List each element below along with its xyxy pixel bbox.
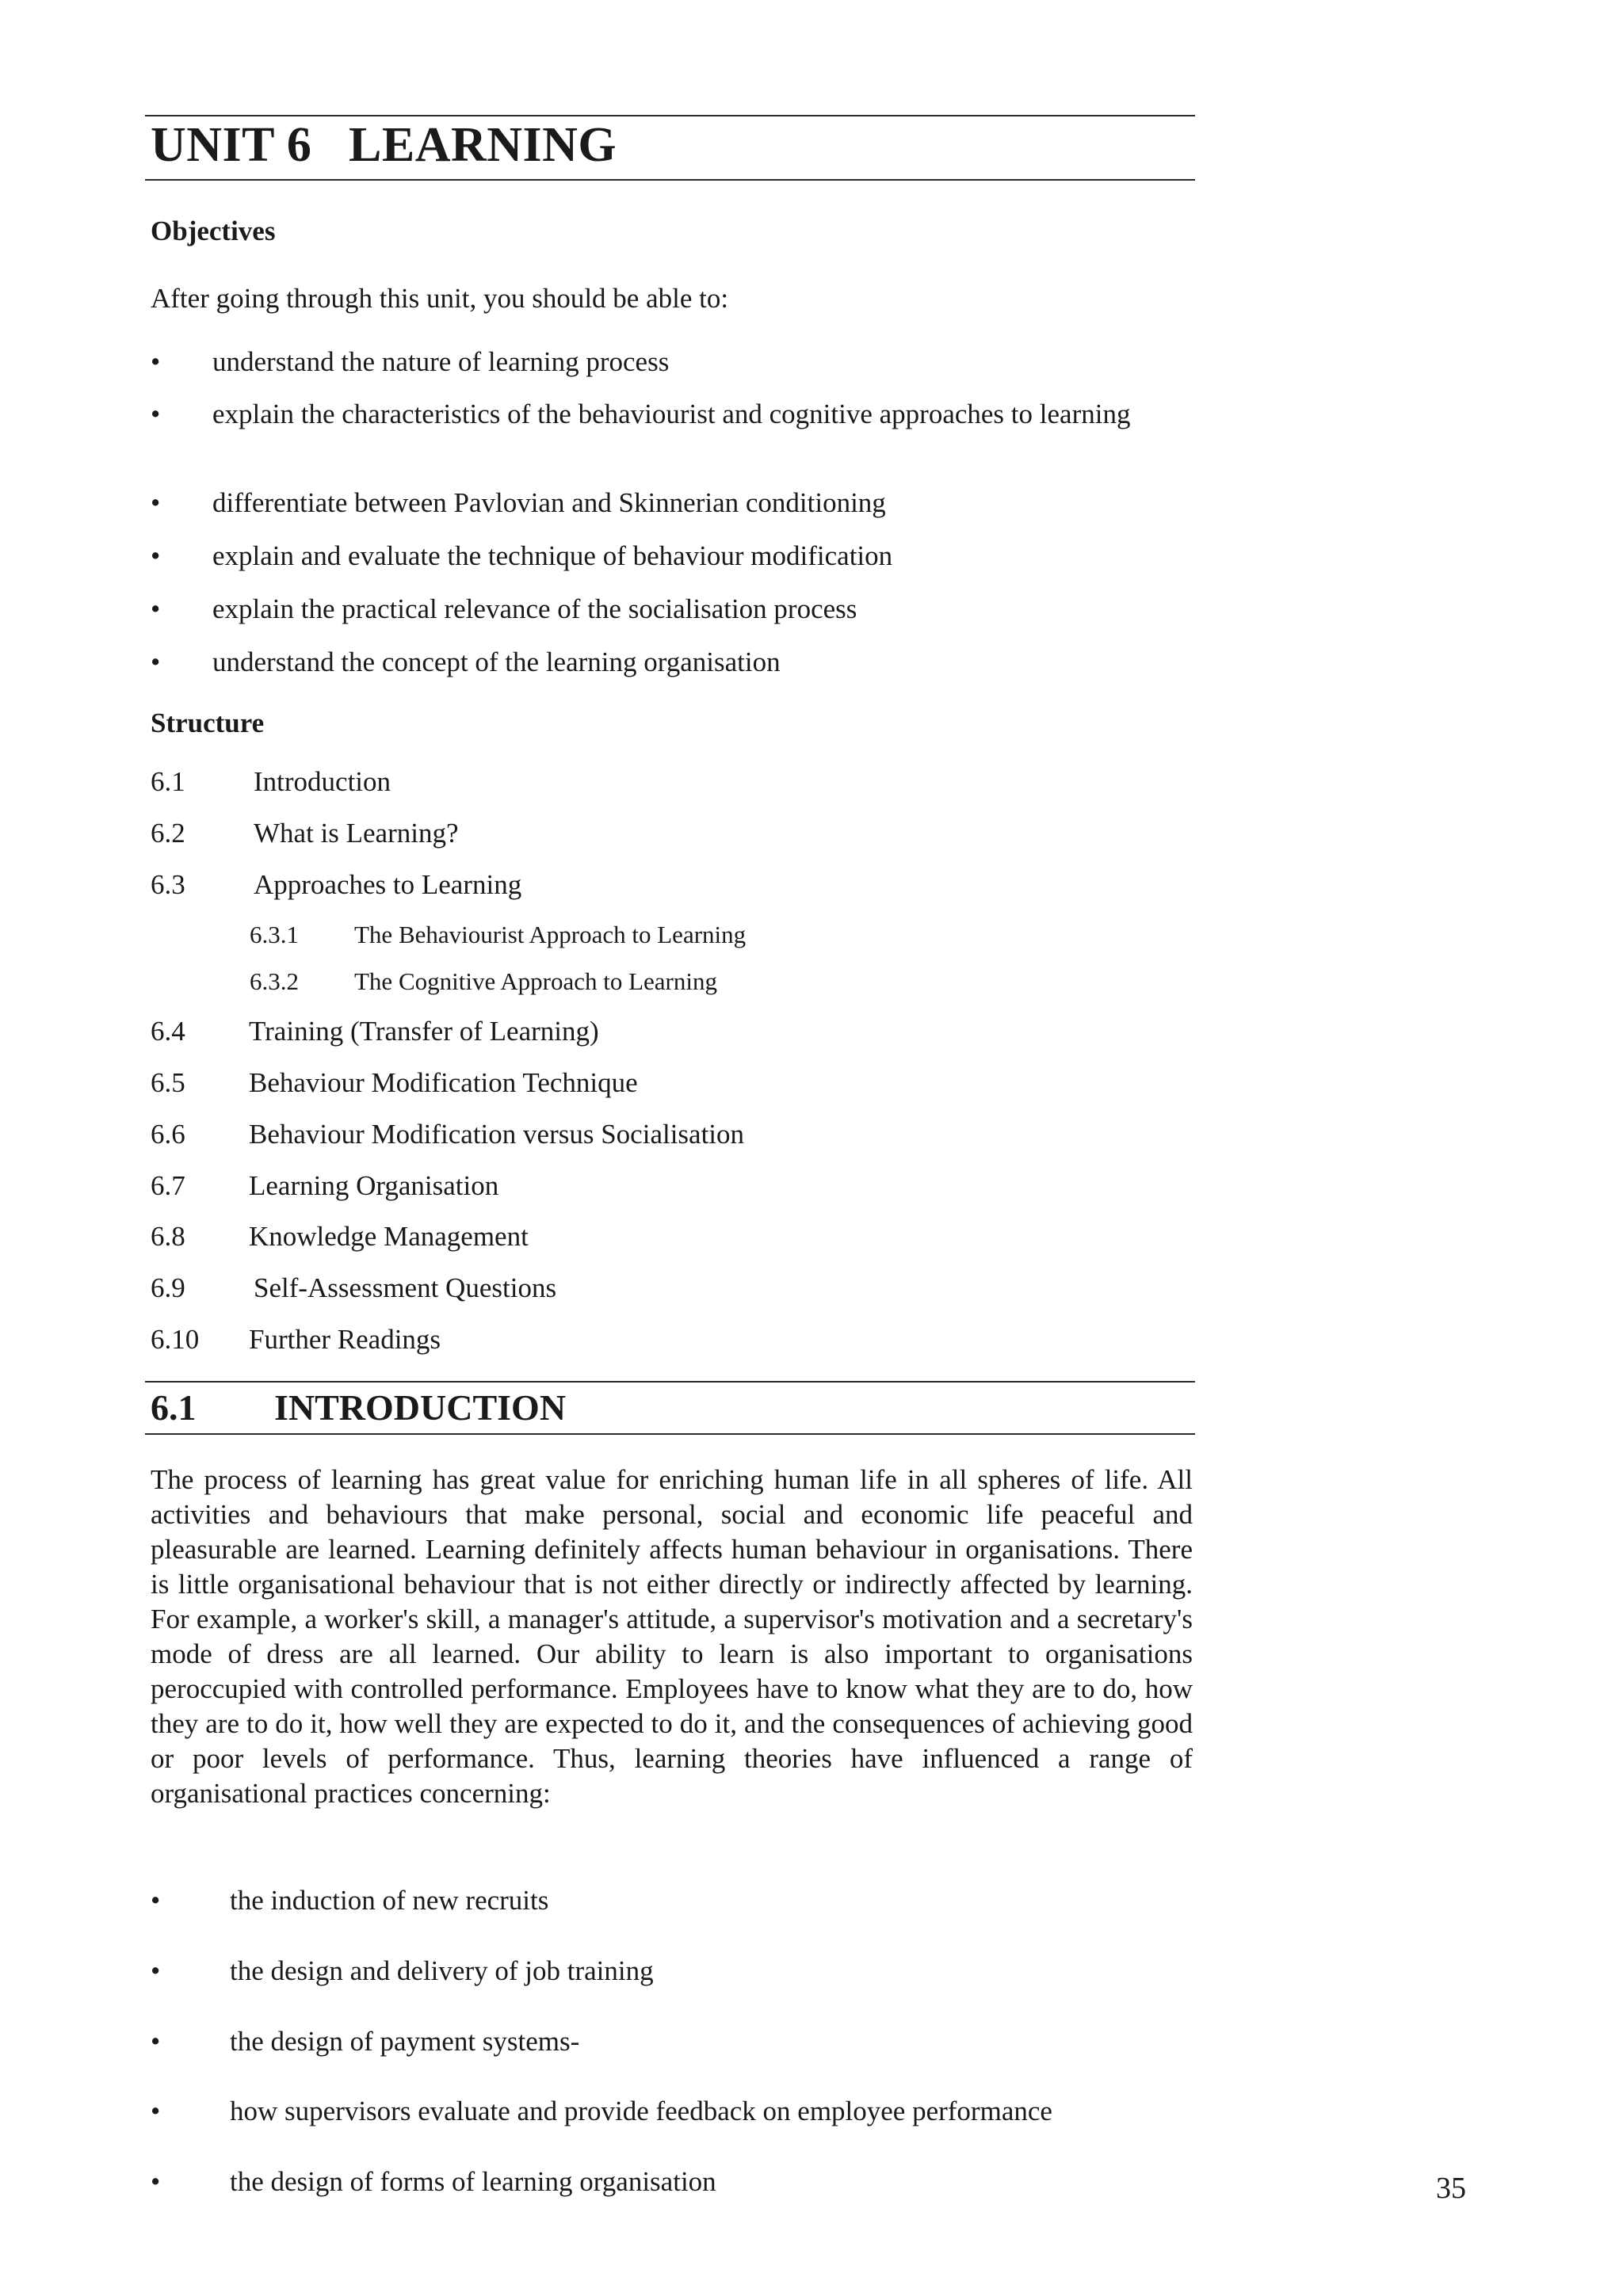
- objectives-intro: After going through this unit, you should be able to:: [151, 283, 729, 314]
- bullet-icon: •: [151, 487, 161, 518]
- bullet-icon: •: [151, 540, 161, 571]
- document-page: UNIT 6 LEARNING Objectives After going through this unit, you should be able to: • understand the nature of learning process • explain the characteristics of the behaviourist and cognitive approaches to learning • differentiate between Pavlovian and Skinnerian conditioning • explain and evaluate the technique of behaviour modification • explain the practical relevance of the socialisation process • understand the concept of the learning organisation Structure 6.1 Introduction 6.2 What is Learning? 6.3 Approaches to Learning 6.3.1 The Behaviourist Approach to Learning 6.3.2 The Cognitive Approach to Learning 6.4 Training (Transfer of Learning) 6.5 Behaviour Modification Technique 6.6 Behaviour Modification versus Socialisation 6.7 Learning Organisation 6.8 Knowledge Management 6.9 Self-Assessment Questions 6.10 Further Readings 6.1 INTRODUCTION The process of learning has great value for enriching human life in all spheres of life. All activities and behaviours that make personal, social and economic life peaceful and pleasurable are learned. Learning definitely affects human behaviour in organisations. There is little organisational behaviour that is not either directly or indirectly affected by learning. For example, a worker's skill, a manager's attitude, a supervisor's motivation and a secretary's mode of dress are all learned. Our ability to learn is also important to organisations peroccupied with controlled performance. Employees have to know what they are to do, how they are to do it, how well they are expected to do it, and the consequences of achieving good or poor levels of performance. Thus, learning theories have influenced a range of organisational practices concerning: • the induction of new recruits • the design and delivery of job training • the design of payment systems- • how supervisors evaluate and provide feedback on employee performance • the design of forms of learning organisation 35: [0, 0, 1623, 2296]
- section-bottom-rule: [145, 1433, 1195, 1435]
- title-top-rule: [145, 115, 1195, 116]
- title-bottom-rule: [145, 179, 1195, 181]
- bullet-icon: •: [151, 593, 161, 624]
- section-top-rule: [145, 1381, 1195, 1383]
- page-number: 35: [1436, 2172, 1466, 2205]
- bullet-icon: •: [151, 646, 161, 677]
- unit-number: UNIT 6: [151, 118, 312, 172]
- bullet-icon: •: [151, 2026, 161, 2057]
- objectives-heading: Objectives: [151, 215, 276, 246]
- bullet-icon: •: [151, 1955, 161, 1986]
- bullet-icon: •: [151, 1885, 161, 1916]
- section-title-text: INTRODUCTION: [274, 1387, 567, 1428]
- unit-title: [151, 117, 617, 174]
- bullet-icon: •: [151, 2166, 161, 2197]
- bullet-icon: •: [151, 346, 161, 377]
- section-title: [151, 1386, 566, 1428]
- section-number: 6.1: [151, 1387, 197, 1428]
- introduction-paragraph: The process of learning has great value for enriching human life in all spheres of life. All activities and behaviours that make personal, social and economic life peaceful and pleasurable are learned. Learning definitely affects human behaviour in organisations. There is little organisational behaviour that is not either directly or indirectly affected by learning. For example, a worker's skill, a manager's attitude, a supervisor's motivation and a secretary's mode of dress are all learned. Our ability to learn is also important to organisations peroccupied with controlled performance. Employees have to know what they are to do, how they are to do it, how well they are expected to do it, and the consequences of achieving good or poor levels of performance. Thus, learning theories have influenced a range of organisational practices concerning:: [151, 1464, 1193, 1809]
- bullet-icon: •: [151, 399, 161, 429]
- structure-heading: Structure: [151, 707, 265, 738]
- unit-title-text: LEARNING: [349, 118, 617, 172]
- bullet-icon: •: [151, 2096, 161, 2126]
